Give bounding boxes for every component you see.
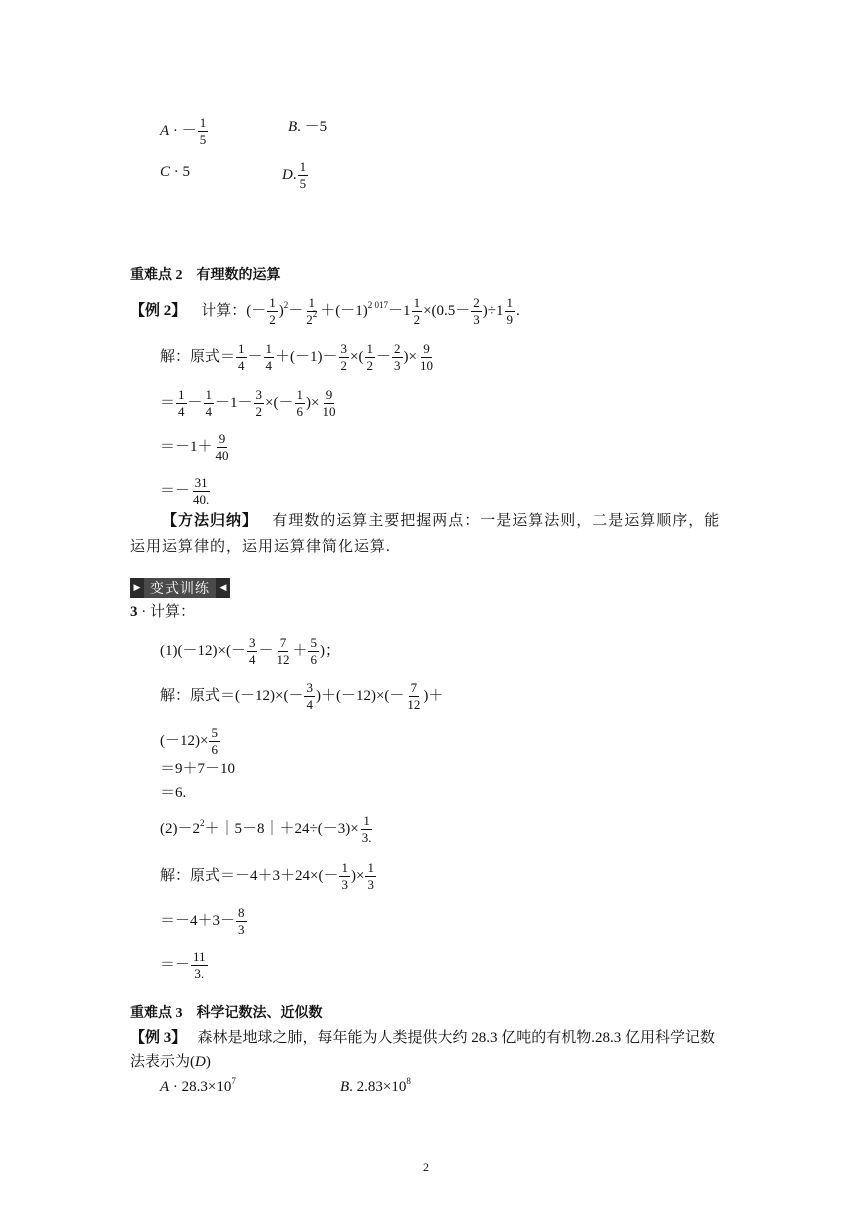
method-summary: 【方法归纳】 有理数的运算主要把握两点：一是运算法则，二是运算顺序，能运用运算律的，运用运算律简化运算. [130, 513, 721, 555]
q3-part1: (1)(－12)×(－ $\frac{3}{4}$ － $\frac{7}{12}$ ＋ $\frac{5}{6}$ )； [160, 635, 340, 667]
question3: 3 · 计算： [130, 604, 196, 620]
section2-heading: 重难点 2 有理数的运算 [130, 268, 281, 283]
example3-option-a: $A \cdot 28.3\times 10^7$ [160, 1076, 236, 1095]
example2-question: 【例 2】 计算：(－ $\frac{1}{2}$ )$^2$－ $\frac{1}{2^2}$ $+(-1)^{2 017}-1$ $\frac{1}{2}$ ×(0.5－ $\frac{2}{3}$ )÷1 $\frac{1}{9}$ . [130, 295, 520, 327]
solution2-line1: 解：原式＝ $\frac{1}{4}$ － $\frac{1}{4}$ ＋(－1)－ $\frac{3}{2}$ ×( $\frac{1}{2}$ － $\frac{2}{3}$ )× $\frac{9}{10}$ [160, 341, 433, 373]
section3-heading: 重难点 3 科学记数法、近似数 [130, 1006, 323, 1021]
example3-answer: D [195, 1054, 206, 1070]
solution2-line2: ＝ $\frac{1}{4}$ － $\frac{1}{4}$ －1－ $\frac{3}{2}$ ×(－ $\frac{1}{6}$ )× $\frac{9}{10}$ [160, 387, 336, 419]
example2-label: 【例 2】 [130, 302, 187, 319]
option-b: B. －5 [288, 119, 328, 135]
method-label: 【方法归纳】 [162, 513, 259, 529]
play-left-icon: ◀ [216, 578, 230, 598]
q3-solution2-line1: 解：原式＝－4＋3＋24×(－ $\frac{1}{3}$ )× $\frac{1}{3}$ [160, 860, 374, 892]
example3-label: 【例 3】 [130, 1030, 187, 1046]
solution2-line4: ＝－ $\frac{31}{40.}$ [160, 475, 210, 507]
option-a: A · － $\frac{1}{5}$ [160, 115, 207, 147]
q3-solution1-line2: (－12)× $\frac{5}{6}$ [160, 725, 218, 757]
page-number: 2 [423, 1160, 429, 1174]
q3-solution2-line2: ＝－4＋3－ $\frac{8}{3}$ [160, 905, 245, 937]
play-right-icon: ▶ [130, 578, 144, 598]
q3-part2: $(2)-2^2+|5-8|+24\div(-3)\times$ $\frac{1}{3.}$ [160, 813, 372, 845]
fraction: $\frac{1}{5}$ [199, 115, 207, 147]
example3-option-b: B. $2.83\times 10^8$ [340, 1076, 411, 1095]
example3-question: 【例 3】 森林是地球之肺，每年能为人类提供大约 28.3 亿吨的有机物.28.3 亿用科学记数法表示为(D) [130, 1030, 716, 1070]
practice-badge: ▶ 变式训练 ◀ [130, 578, 230, 598]
q3-solution1-line4: ＝6. [160, 785, 187, 801]
option-d: D. $\frac{1}{5}$ [282, 159, 307, 191]
q3-solution1-line3: ＝9＋7－10 [160, 761, 236, 777]
fraction: $\frac{1}{5}$ [299, 159, 307, 191]
solution2-line3: ＝－1＋ $\frac{9}{40}$ [160, 431, 229, 463]
q3-solution2-line3: ＝－ $\frac{11}{3.}$ [160, 949, 206, 981]
option-c: C · 5 [160, 164, 191, 180]
q3-solution1-line1: 解：原式＝(－12)×(－ $\frac{3}{4}$ )＋(－12)×(－ $\frac{7}{12}$ )＋ [160, 680, 444, 712]
